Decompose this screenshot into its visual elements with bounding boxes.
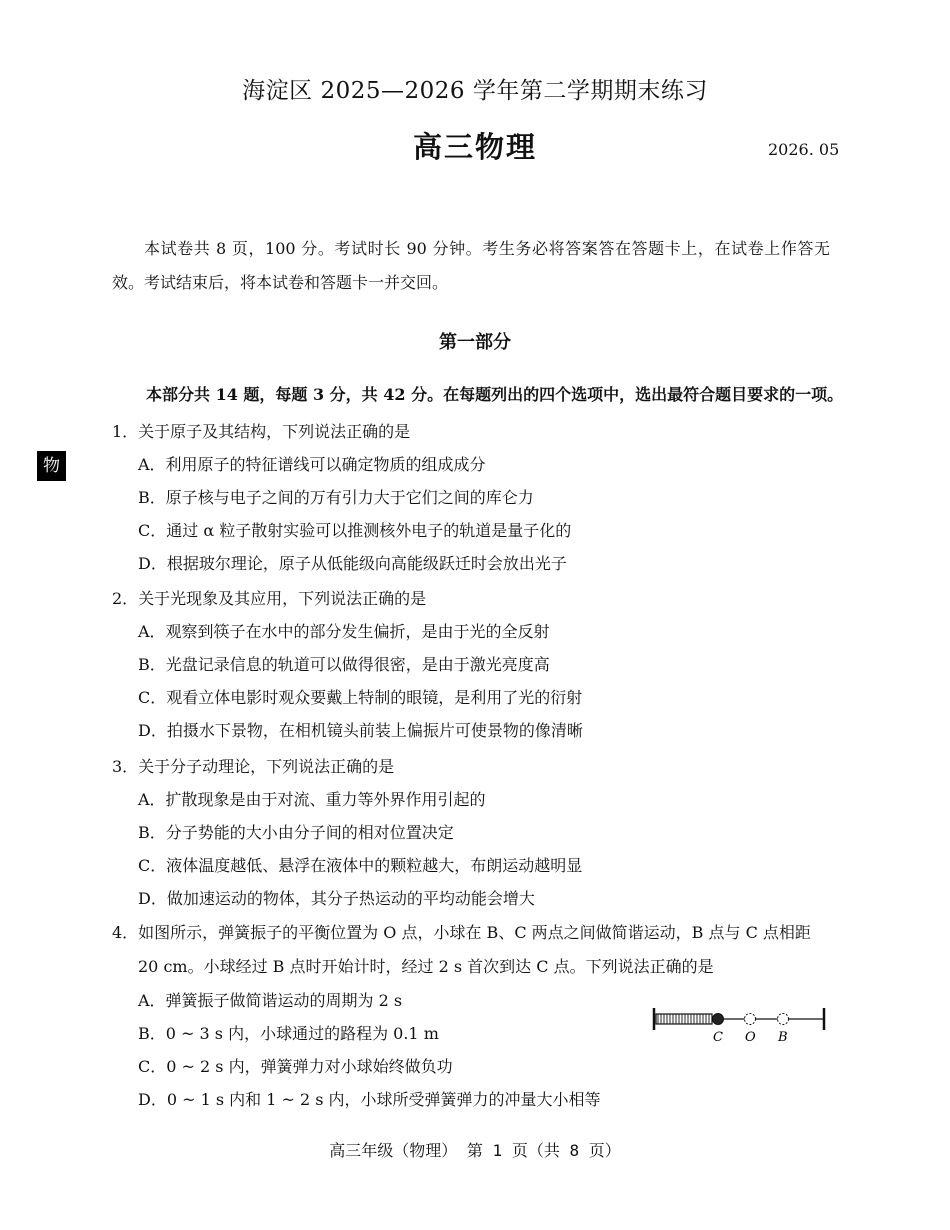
section-title: 第一部分 — [439, 332, 511, 353]
intro-paragraph: 本试卷共 8 页，100 分。考试时长 90 分钟。考生务必将答案答在答题卡上，在试卷上作答无效。考试结束后，将本试卷和答题卡一并交回。 — [112, 239, 830, 292]
question-1-option-b: B．原子核与电子之间的万有引力大于它们之间的库仑力 — [138, 488, 534, 507]
label-b: B — [778, 1030, 788, 1045]
question-2-option-d: D．拍摄水下景物，在相机镜头前装上偏振片可使景物的像清晰 — [138, 721, 583, 740]
question-3-option-a: A．扩散现象是由于对流、重力等外界作用引起的 — [138, 790, 486, 809]
spring-oscillator-figure — [650, 1002, 830, 1050]
question-3-option-c: C．液体温度越低、悬浮在液体中的颗粒越大，布朗运动越明显 — [138, 856, 583, 875]
question-4-option-c: C．0 ~ 2 s 内，弹簧弹力对小球始终做负功 — [138, 1057, 453, 1076]
question-2-option-c: C．观看立体电影时观众要戴上特制的眼镜，是利用了光的衍射 — [138, 688, 583, 707]
question-4-option-a: A．弹簧振子做简谐运动的周期为 2 s — [138, 991, 403, 1010]
question-2-option-b: B．光盘记录信息的轨道可以做得很密，是由于激光亮度高 — [138, 655, 550, 674]
ball-at-c — [713, 1014, 724, 1025]
question-4-option-d: D．0 ~ 1 s 内和 1 ~ 2 s 内，小球所受弹簧弹力的冲量大小相等 — [138, 1090, 601, 1109]
question-4-stem-line-1: 4．如图所示，弹簧振子的平衡位置为 O 点，小球在 B、C 两点之间做简谐运动，B 点与 C 点相距 — [112, 923, 811, 942]
question-1-option-c: C．通过 α 粒子散射实验可以推测核外电子的轨道是量子化的 — [138, 521, 572, 540]
question-2-stem: 2．关于光现象及其应用，下列说法正确的是 — [112, 589, 427, 608]
question-1-option-d: D．根据玻尔理论，原子从低能级向高能级跃迁时会放出光子 — [138, 554, 567, 573]
label-o: O — [745, 1030, 756, 1045]
label-c: C — [713, 1030, 723, 1045]
position-o-marker — [745, 1014, 756, 1025]
question-3-option-b: B．分子势能的大小由分子间的相对位置决定 — [138, 823, 454, 842]
question-1-stem: 1．关于原子及其结构，下列说法正确的是 — [112, 422, 411, 441]
question-4-stem-line-2: 20 cm。小球经过 B 点时开始计时，经过 2 s 首次到达 C 点。下列说法正确的是 — [138, 957, 714, 976]
spring-coil — [656, 1014, 712, 1024]
question-3-stem: 3．关于分子动理论，下列说法正确的是 — [112, 757, 395, 776]
position-b-marker — [778, 1014, 789, 1025]
question-1-option-a: A．利用原子的特征谱线可以确定物质的组成成分 — [138, 455, 486, 474]
question-4-option-b: B．0 ~ 3 s 内，小球通过的路程为 0.1 m — [138, 1024, 439, 1043]
subject-title: 高三物理 — [412, 130, 537, 164]
page-footer: 高三年级（物理） 第 1 页（共 8 页） — [329, 1141, 621, 1160]
question-2-option-a: A．观察到筷子在水中的部分发生偏折，是由于光的全反射 — [138, 622, 550, 641]
question-3-option-d: D．做加速运动的物体，其分子热运动的平均动能会增大 — [138, 889, 535, 908]
exam-date: 2026. 05 — [768, 140, 840, 159]
side-tab: 物 — [37, 451, 66, 481]
exam-title: 海淀区 2025—2026 学年第二学期期末练习 — [242, 78, 708, 104]
section-instruction: 本部分共 14 题，每题 3 分，共 42 分。在每题列出的四个选项中，选出最符合题目要求的一项。 — [146, 385, 844, 404]
